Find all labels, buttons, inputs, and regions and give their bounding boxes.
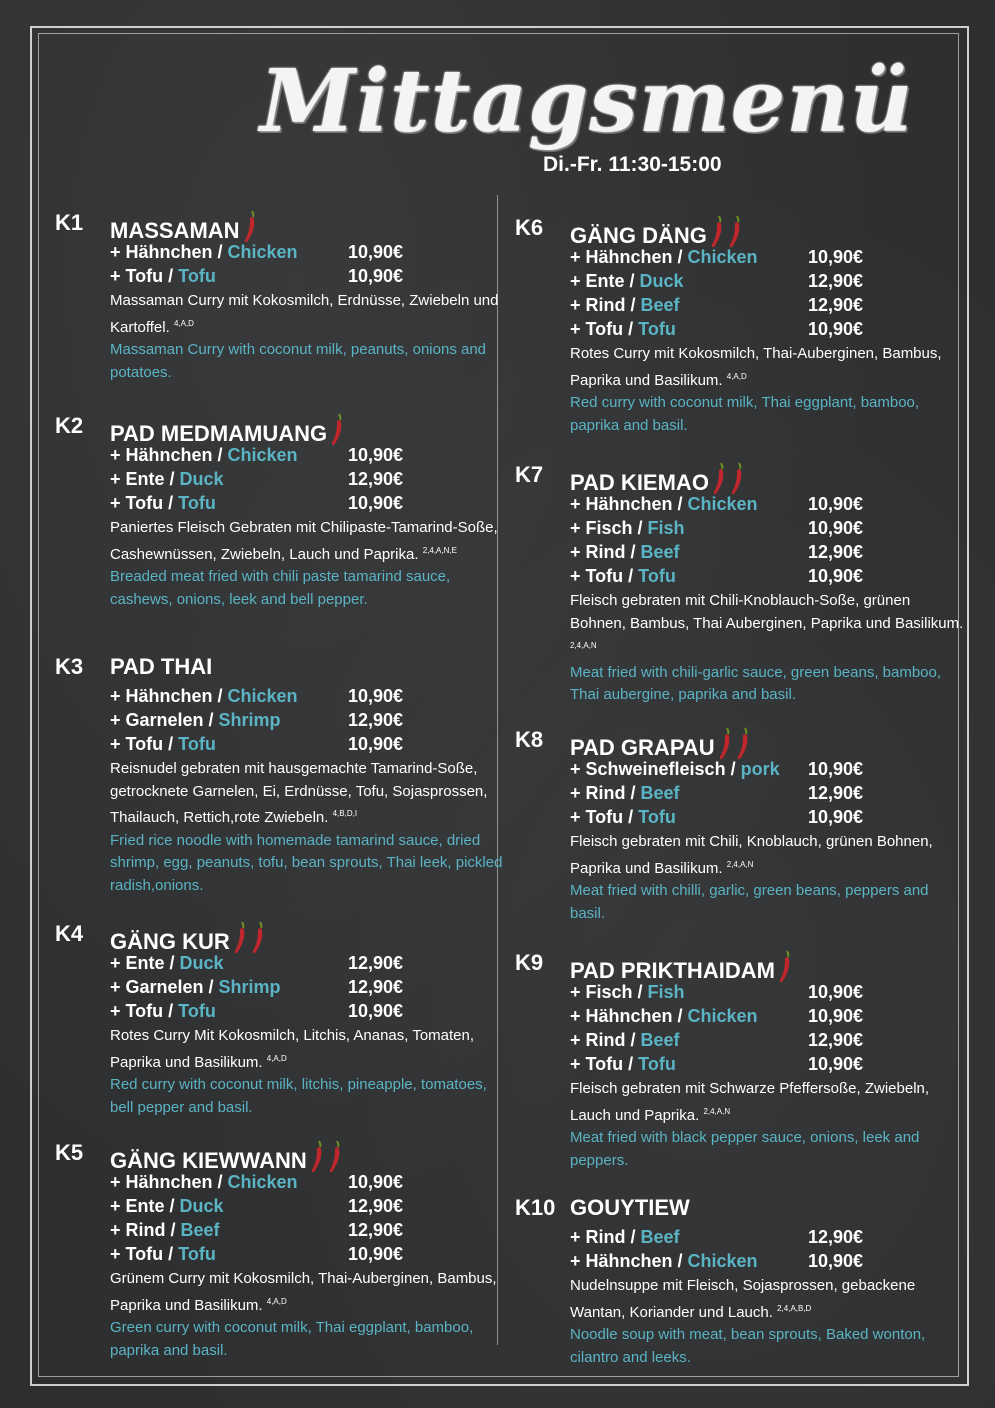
option-label-en: Shrimp <box>218 710 281 730</box>
dish-code: K5 <box>55 1140 84 1165</box>
dish-code: K8 <box>515 727 544 752</box>
option-price: 10,90€ <box>348 1244 404 1264</box>
option-label-en: Beef <box>640 542 680 562</box>
option-label-de: + Ente / <box>110 1196 180 1216</box>
chili-pepper-icon <box>727 215 743 249</box>
option-label-de: + Rind / <box>110 1220 181 1240</box>
option-label-en: Tofu <box>178 1244 216 1264</box>
dish-name <box>570 462 745 496</box>
option-price: 10,90€ <box>348 1001 404 1021</box>
option-row <box>110 240 500 264</box>
dish-code: K9 <box>515 950 544 975</box>
dish-name <box>570 1195 690 1221</box>
option-label-de: + Schweinefleisch / <box>570 759 741 779</box>
option-label-de: + Ente / <box>570 271 640 291</box>
option-price: 12,90€ <box>808 271 864 291</box>
option-row <box>570 269 960 293</box>
option-price: 10,90€ <box>808 518 864 538</box>
option-price: 10,90€ <box>808 759 864 779</box>
option-label-en: Duck <box>179 1196 224 1216</box>
dish-name-text: PAD THAI <box>110 654 213 679</box>
option-label-en: Chicken <box>227 686 298 706</box>
option-row <box>570 317 960 341</box>
option-label-en: Fish <box>647 982 685 1002</box>
allergen-codes: 4,A,D <box>726 371 747 381</box>
menu-title: Mittagsmenü <box>260 51 914 152</box>
option-label-en: Duck <box>639 271 684 291</box>
description-de <box>570 831 965 880</box>
option-label-en: Fish <box>647 518 685 538</box>
dish-name-text: PAD KIEMAO <box>570 470 709 495</box>
dish-code: K6 <box>515 215 544 240</box>
chili-pepper-icon <box>777 950 793 984</box>
option-row <box>570 1052 960 1076</box>
option-row <box>570 1028 960 1052</box>
dish-options <box>570 980 960 1172</box>
description-de <box>570 1078 965 1127</box>
option-row <box>570 293 960 317</box>
option-row <box>110 264 500 288</box>
option-label-de: + Hähnchen / <box>570 494 688 514</box>
description-de-text: Grünem Curry mit Kokosmilch, Thai-Auberginen, Bambus, Paprika und Basilikum. <box>110 1270 497 1314</box>
chili-pepper-icon <box>250 921 266 955</box>
option-price: 10,90€ <box>348 266 404 286</box>
option-label-de: + Tofu / <box>110 1001 179 1021</box>
description-de <box>110 290 505 339</box>
option-row <box>110 732 500 756</box>
option-label-en: Tofu <box>638 566 676 586</box>
option-label-de: + Rind / <box>570 295 641 315</box>
dish-options <box>110 240 500 384</box>
allergen-codes: 4,A,D <box>266 1053 287 1063</box>
dish-name <box>110 654 212 680</box>
option-label-de: + Fisch / <box>570 982 648 1002</box>
option-row <box>570 540 960 564</box>
option-row <box>110 491 500 515</box>
option-label-de: + Tofu / <box>570 807 639 827</box>
option-label-de: + Tofu / <box>570 566 639 586</box>
option-price: 12,90€ <box>808 542 864 562</box>
dish-options <box>110 443 500 611</box>
allergen-codes: 4,A,D <box>266 1296 287 1306</box>
option-price: 10,90€ <box>348 734 404 754</box>
option-row <box>570 564 960 588</box>
option-label-de: + Hähnchen / <box>110 445 228 465</box>
option-price: 12,90€ <box>348 469 404 489</box>
dish-code: K1 <box>55 210 84 235</box>
allergen-codes: 4,B,D,I <box>332 809 358 818</box>
dish-code: K2 <box>55 413 84 438</box>
dish-name-text: GÄNG KIEWWANN <box>110 1148 307 1173</box>
option-price: 10,90€ <box>808 319 864 339</box>
option-label-en: Chicken <box>227 1172 298 1192</box>
option-row <box>110 708 500 732</box>
option-label-en: Tofu <box>638 1054 676 1074</box>
option-label-de: + Hähnchen / <box>570 247 688 267</box>
option-price: 12,90€ <box>348 953 404 973</box>
option-label-de: + Hähnchen / <box>110 242 228 262</box>
option-price: 12,90€ <box>808 1227 864 1247</box>
option-label-de: + Fisch / <box>570 518 648 538</box>
option-price: 10,90€ <box>348 493 404 513</box>
dish-name-text: GÄNG KUR <box>110 929 230 954</box>
description-en: Red curry with coconut milk, Thai eggplant, bamboo, paprika and basil. <box>570 394 920 434</box>
option-price: 10,90€ <box>808 247 864 267</box>
dish-name-text: PAD GRAPAU <box>570 735 715 760</box>
option-label-de: + Hähnchen / <box>110 686 228 706</box>
description-de-text: Rotes Curry mit Kokosmilch, Thai-Auberginen, Bambus, Paprika und Basilikum. <box>570 345 942 389</box>
option-label-de: + Ente / <box>110 953 180 973</box>
option-price: 12,90€ <box>348 977 404 997</box>
option-label-de: + Rind / <box>570 1227 641 1247</box>
option-label-en: Chicken <box>687 247 758 267</box>
option-row <box>570 1249 960 1273</box>
allergen-codes: 2,4,A,N <box>703 1106 731 1116</box>
option-label-en: Chicken <box>687 1251 758 1271</box>
description-en: Breaded meat fried with chili paste tamarind sauce, cashews, onions, leek and bell pepper. <box>110 568 451 608</box>
dish-options <box>570 245 960 437</box>
description-de-text: Fleisch gebraten mit Chili-Knoblauch-Soße, grünen Bohnen, Bambus, Thai Auberginen, Paprika und Basilikum. <box>570 592 964 632</box>
option-price: 10,90€ <box>808 566 864 586</box>
description-de-text: Massaman Curry mit Kokosmilch, Erdnüsse, Zwiebeln und Kartoffel. <box>110 292 499 336</box>
dish-name <box>110 1140 343 1174</box>
option-row <box>110 1194 500 1218</box>
option-price: 10,90€ <box>348 686 404 706</box>
chili-pepper-icon <box>735 727 751 761</box>
option-price: 12,90€ <box>348 1196 404 1216</box>
description-en: Meat fried with chilli, garlic, green beans, peppers and basil. <box>570 882 929 922</box>
dish-name-text: PAD PRIKTHAIDAM <box>570 958 775 983</box>
option-label-de: + Garnelen / <box>110 710 219 730</box>
option-row <box>110 1218 500 1242</box>
dish-code: K3 <box>55 654 84 679</box>
description-en: Meat fried with chili-garlic sauce, green beans, bamboo, Thai aubergine, paprika and basil. <box>570 663 942 703</box>
description-en: Fried rice noodle with homemade tamarind sauce, dried shrimp, egg, peanuts, tofu, bean sprouts, Thai leek, pickled radish,onions. <box>110 831 503 894</box>
option-label-en: pork <box>740 759 780 779</box>
dish-name-text: GÄNG DÄNG <box>570 223 707 248</box>
option-price: 10,90€ <box>808 807 864 827</box>
option-label-de: + Ente / <box>110 469 180 489</box>
option-label-en: Chicken <box>227 242 298 262</box>
description-de-text: Fleisch gebraten mit Chili, Knoblauch, grünen Bohnen, Paprika und Basilikum. <box>570 833 933 877</box>
option-label-de: + Garnelen / <box>110 977 219 997</box>
allergen-codes: 2,4,A,N <box>726 859 754 869</box>
dish-name-text: GOUYTIEW <box>570 1195 690 1220</box>
dish-options <box>570 1225 960 1369</box>
option-price: 12,90€ <box>808 1030 864 1050</box>
dish-name-text: MASSAMAN <box>110 218 240 243</box>
description-de-text: Paniertes Fleisch Gebraten mit Chilipaste-Tamarind-Soße, Cashewnüssen, Zwiebeln, Lauch und Paprika. <box>110 519 498 563</box>
description-en: Massaman Curry with coconut milk, peanuts, onions and potatoes. <box>110 341 487 381</box>
option-price: 12,90€ <box>348 1220 404 1240</box>
dish-name <box>110 413 345 447</box>
option-label-en: Tofu <box>178 266 216 286</box>
option-price: 12,90€ <box>348 710 404 730</box>
dish-code: K4 <box>55 921 84 946</box>
option-row <box>110 684 500 708</box>
description-de <box>570 343 965 392</box>
chili-pepper-icon <box>242 210 258 244</box>
option-row <box>110 467 500 491</box>
description-de-text: Rotes Curry Mit Kokosmilch, Litchis, Ananas, Tomaten, Paprika und Basilikum. <box>110 1027 475 1071</box>
allergen-codes: 2,4,A,N <box>570 641 597 650</box>
description-en: Meat fried with black pepper sauce, onions, leek and peppers. <box>570 1129 920 1169</box>
option-price: 10,90€ <box>808 1054 864 1074</box>
option-price: 10,90€ <box>348 1172 404 1192</box>
dish-name <box>570 950 793 984</box>
dish-options <box>110 684 503 897</box>
opening-hours: Di.-Fr. 11:30-15:00 <box>543 153 722 176</box>
option-row <box>570 757 960 781</box>
option-label-en: Chicken <box>687 494 758 514</box>
option-row <box>110 443 500 467</box>
option-row <box>110 999 500 1023</box>
option-label-en: Beef <box>640 1030 680 1050</box>
option-label-en: Beef <box>640 783 680 803</box>
option-label-de: + Tofu / <box>110 1244 179 1264</box>
option-row <box>570 980 960 1004</box>
option-label-de: + Tofu / <box>570 1054 639 1074</box>
option-label-en: Duck <box>179 469 224 489</box>
option-label-de: + Rind / <box>570 542 641 562</box>
chili-pepper-icon <box>711 462 727 496</box>
option-row <box>110 975 500 999</box>
chili-pepper-icon <box>327 1140 343 1174</box>
option-price: 10,90€ <box>348 445 404 465</box>
option-label-de: + Hähnchen / <box>110 1172 228 1192</box>
description-de-text: Reisnudel gebraten mit hausgemachte Tamarind-Soße, getrocknete Garnelen, Ei, Erdnüsse, Tofu, Sojasprossen, Thailauch, Rettich,rote Zwiebeln. <box>110 760 488 826</box>
option-price: 12,90€ <box>808 295 864 315</box>
allergen-codes: 2,4,A,B,D <box>777 1303 812 1313</box>
description-de <box>110 1268 505 1317</box>
option-price: 10,90€ <box>808 494 864 514</box>
dish-code: K10 <box>515 1195 556 1220</box>
description-de-text: Nudelnsuppe mit Fleisch, Sojasprossen, gebackene Wantan, Koriander und Lauch. <box>570 1277 916 1321</box>
option-price: 10,90€ <box>808 1251 864 1271</box>
option-label-en: Tofu <box>638 319 676 339</box>
option-price: 10,90€ <box>808 982 864 1002</box>
option-price: 12,90€ <box>808 783 864 803</box>
allergen-codes: 2,4,A,N,E <box>422 545 457 555</box>
option-label-en: Shrimp <box>218 977 281 997</box>
option-label-en: Beef <box>640 1227 680 1247</box>
option-row <box>110 1170 500 1194</box>
option-row <box>570 245 960 269</box>
dish-name <box>110 210 258 244</box>
option-price: 10,90€ <box>808 1006 864 1026</box>
dish-options <box>110 951 500 1119</box>
description-de <box>110 1025 505 1074</box>
dish-name <box>570 215 743 249</box>
description-de <box>110 517 505 566</box>
option-label-de: + Tofu / <box>110 493 179 513</box>
description-de <box>110 758 505 830</box>
description-de <box>570 590 965 662</box>
chili-pepper-icon <box>329 413 345 447</box>
option-label-en: Duck <box>179 953 224 973</box>
option-row <box>110 1242 500 1266</box>
option-row <box>110 951 500 975</box>
option-price: 10,90€ <box>348 242 404 262</box>
option-label-en: Tofu <box>638 807 676 827</box>
dish-options <box>570 492 964 707</box>
dish-options <box>570 757 960 925</box>
dish-name-text: PAD MEDMAMUANG <box>110 421 328 446</box>
chili-pepper-icon <box>309 1140 325 1174</box>
option-label-en: Beef <box>180 1220 220 1240</box>
dish-options <box>110 1170 500 1362</box>
option-row <box>570 492 960 516</box>
option-label-de: + Tofu / <box>110 266 179 286</box>
dish-code: K7 <box>515 462 544 487</box>
allergen-codes: 4,A,D <box>173 318 194 328</box>
description-en: Green curry with coconut milk, Thai eggplant, bamboo, paprika and basil. <box>110 1319 474 1359</box>
description-de-text: Fleisch gebraten mit Schwarze Pfeffersoße, Zwiebeln, Lauch und Paprika. <box>570 1080 930 1124</box>
option-label-en: Beef <box>640 295 680 315</box>
chili-pepper-icon <box>232 921 248 955</box>
option-row <box>570 805 960 829</box>
description-en: Red curry with coconut milk, litchis, pineapple, tomatoes, bell pepper and basil. <box>110 1076 487 1116</box>
option-row <box>570 516 960 540</box>
dish-name <box>570 727 751 761</box>
option-row <box>570 781 960 805</box>
description-en: Noodle soup with meat, bean sprouts, Baked wonton, cilantro and leeks. <box>570 1326 926 1366</box>
option-label-de: + Rind / <box>570 783 641 803</box>
option-label-en: Chicken <box>687 1006 758 1026</box>
option-label-de: + Tofu / <box>570 319 639 339</box>
chili-pepper-icon <box>709 215 725 249</box>
option-label-de: + Tofu / <box>110 734 179 754</box>
dish-name <box>110 921 266 955</box>
option-label-en: Chicken <box>227 445 298 465</box>
option-label-de: + Rind / <box>570 1030 641 1050</box>
chili-pepper-icon <box>717 727 733 761</box>
option-label-de: + Hähnchen / <box>570 1251 688 1271</box>
chili-pepper-icon <box>729 462 745 496</box>
option-row <box>570 1225 960 1249</box>
option-label-en: Tofu <box>178 1001 216 1021</box>
description-de <box>570 1275 965 1324</box>
option-label-en: Tofu <box>178 734 216 754</box>
option-label-en: Tofu <box>178 493 216 513</box>
option-row <box>570 1004 960 1028</box>
option-label-de: + Hähnchen / <box>570 1006 688 1026</box>
